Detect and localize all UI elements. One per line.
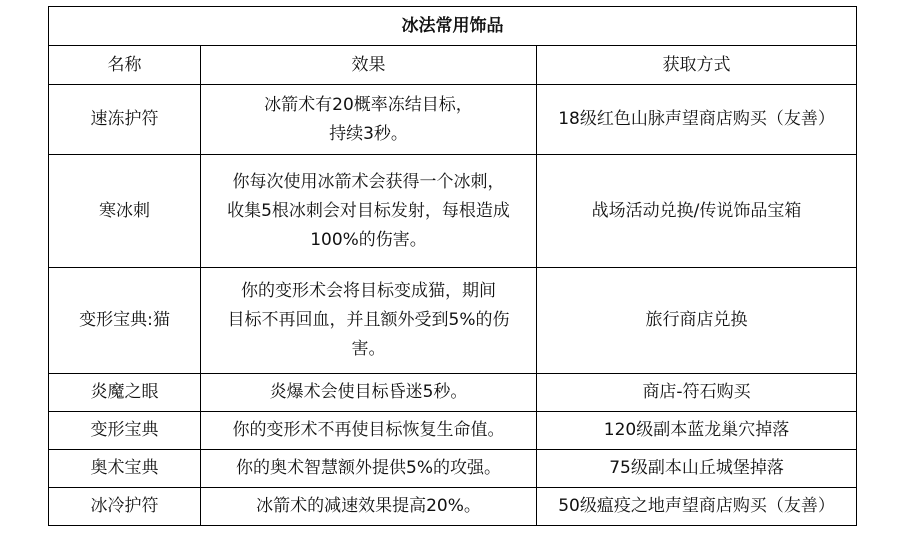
table-row	[49, 374, 857, 412]
effect-line: 你每次使用冰箭术会获得一个冰刺，	[232, 171, 505, 192]
effect-line: 害。	[351, 339, 386, 359]
effect-line: 持续3秒。	[329, 123, 408, 144]
header-name: 名称	[49, 46, 201, 85]
effect-line: 目标不再回血，并且额外受到5%的伤	[227, 310, 510, 330]
cell-source: 120级副本蓝龙巢穴掉落	[537, 412, 857, 450]
table-row	[49, 85, 857, 155]
cell-effect	[201, 155, 537, 268]
cell-effect	[201, 85, 537, 155]
cell-effect	[201, 412, 537, 450]
table-header-row	[49, 46, 857, 85]
table-row	[49, 450, 857, 488]
effect-line: 冰箭术的减速效果提高20%。	[256, 496, 481, 516]
cell-effect	[201, 488, 537, 526]
cell-source: 战场活动兑换/传说饰品宝箱	[537, 155, 857, 268]
cell-source: 50级瘟疫之地声望商店购买（友善）	[537, 488, 857, 526]
effect-line: 你的变形术会将目标变成猫，期间	[241, 281, 496, 301]
cell-source: 旅行商店兑换	[537, 268, 857, 374]
header-effect: 效果	[201, 46, 537, 85]
cell-effect	[201, 374, 537, 412]
cell-source: 商店-符石购买	[537, 374, 857, 412]
cell-name: 冰冷护符	[49, 488, 201, 526]
cell-source: 75级副本山丘城堡掉落	[537, 450, 857, 488]
cell-name: 变形宝典:猫	[49, 268, 201, 374]
table-row	[49, 412, 857, 450]
cell-name: 寒冰刺	[49, 155, 201, 268]
table-title-row	[49, 7, 857, 46]
table-row	[49, 488, 857, 526]
cell-source: 18级红色山脉声望商店购买（友善）	[537, 85, 857, 155]
cell-name: 奥术宝典	[49, 450, 201, 488]
accessories-table	[48, 6, 857, 526]
effect-line: 你的变形术不再使目标恢复生命值。	[232, 420, 505, 440]
effect-line: 收集5根冰刺会对目标发射，每根造成	[227, 200, 510, 221]
cell-name: 速冻护符	[49, 85, 201, 155]
cell-effect	[201, 450, 537, 488]
table-row	[49, 155, 857, 268]
effect-line: 100%的伤害。	[310, 229, 427, 250]
header-source: 获取方式	[537, 46, 857, 85]
effect-line: 冰箭术有20概率冻结目标，	[264, 94, 473, 115]
effect-line: 你的奥术智慧额外提供5%的攻强。	[236, 458, 501, 478]
effect-line: 炎爆术会使目标昏迷5秒。	[269, 382, 468, 402]
table-title: 冰法常用饰品	[49, 7, 857, 46]
cell-name: 变形宝典	[49, 412, 201, 450]
cell-name: 炎魔之眼	[49, 374, 201, 412]
cell-effect	[201, 268, 537, 374]
table-row	[49, 268, 857, 374]
